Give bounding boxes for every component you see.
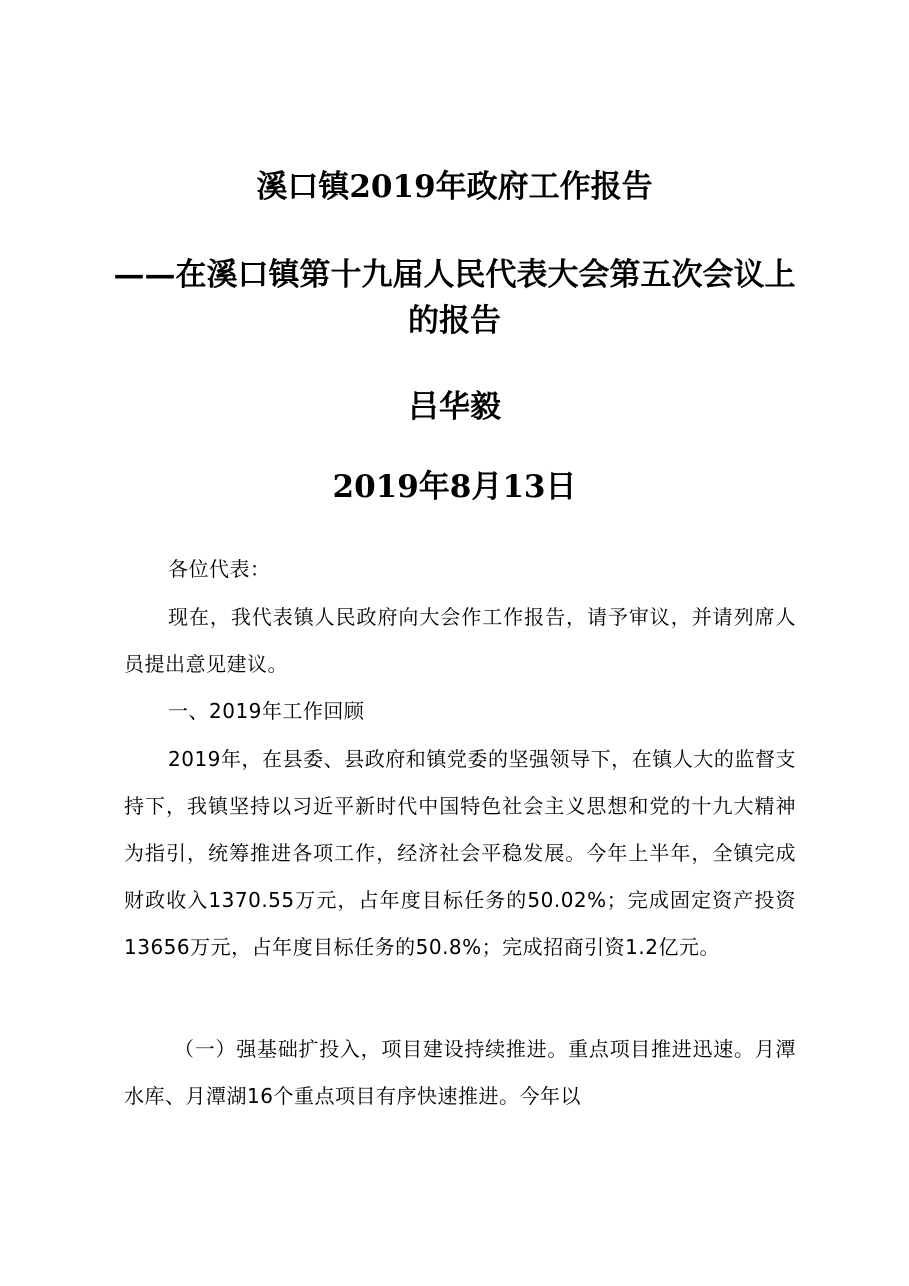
subsection-paragraph: （一）强基础扩投入，项目建设持续推进。重点项目推进迅速。月潭水库、月潭湖16个重点项目有序快速推进。今年以 [124,1037,796,1108]
salutation: 各位代表： [168,557,271,581]
document-author: 吕华毅 [408,389,501,425]
document-date: 2019年8月13日 [332,469,577,505]
document-title: 溪口镇2019年政府工作报告 [256,169,653,205]
intro-paragraph: 现在，我代表镇人民政府向大会作工作报告，请予审议，并请列席人员提出意见建议。 [124,605,796,676]
document-subtitle: ——在溪口镇第十九届人民代表大会第五次会议上的报告 [113,257,796,339]
review-paragraph: 2019年，在县委、县政府和镇党委的坚强领导下，在镇人大的监督支持下，我镇坚持以习近平新时代中国特色社会主义思想和党的十九大精神为指引，统筹推进各项工作，经济社会平稳发展。今年上半年，全镇完成财政收入1370.55万元，占年度目标任务的50.02%；完成固定资产投资13656万元，占年度目标任务的50.8%；完成招商引资1.2亿元。 [124,747,796,959]
section-heading: 一、2019年工作回顾 [168,699,365,723]
